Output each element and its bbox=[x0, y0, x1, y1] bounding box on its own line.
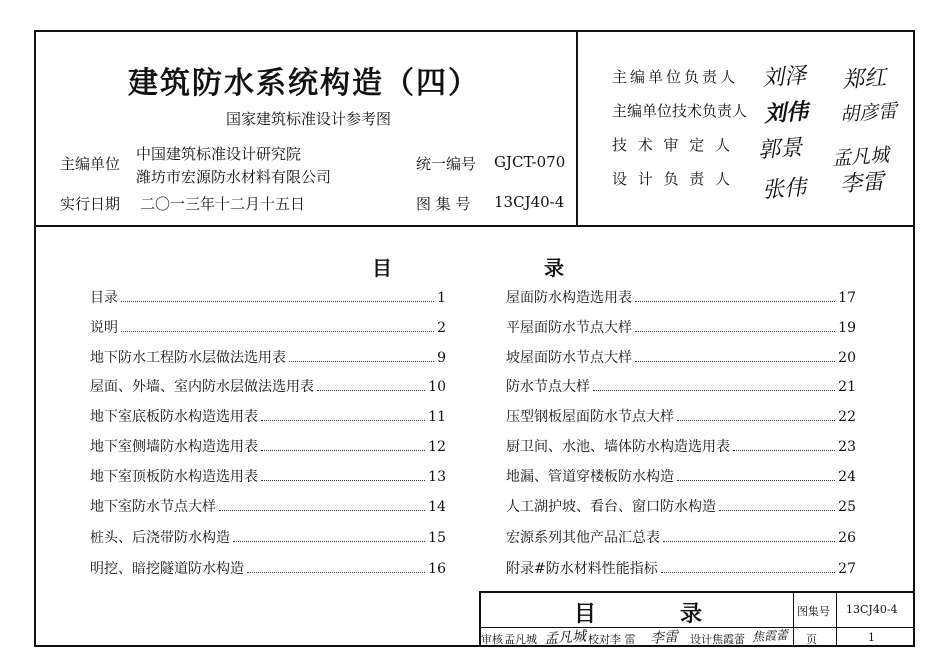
toc-item-page: 27 bbox=[838, 561, 856, 577]
impl-date: 二〇一三年十二月十五日 bbox=[140, 195, 306, 213]
toc-item[interactable] bbox=[506, 558, 856, 578]
designer-name: 焦霞蕾 bbox=[712, 633, 745, 646]
toc-item-title: 地下室侧墙防水构造选用表 bbox=[90, 439, 258, 455]
toc-item-title: 坡屋面防水节点大样 bbox=[506, 350, 632, 366]
title-block-atlas-label: 图集号 bbox=[797, 605, 830, 618]
leader-dots bbox=[635, 361, 835, 362]
toc-item-page: 11 bbox=[428, 409, 446, 425]
toc-item-title: 防水节点大样 bbox=[506, 379, 590, 395]
toc-item[interactable] bbox=[506, 347, 856, 367]
toc-heading-right: 录 bbox=[544, 256, 564, 280]
leader-dots bbox=[121, 331, 434, 332]
toc-item[interactable] bbox=[90, 496, 446, 516]
toc-item-page: 22 bbox=[838, 409, 856, 425]
toc-item-title: 地下防水工程防水层做法选用表 bbox=[90, 350, 286, 366]
leader-dots bbox=[233, 541, 425, 542]
role-label-tech-chief: 主编单位技术负责人 bbox=[612, 102, 748, 120]
signature: 孟凡城 bbox=[831, 144, 890, 170]
toc-item-page: 25 bbox=[838, 499, 856, 515]
toc-item-page: 1 bbox=[437, 290, 446, 306]
unified-no: GJCT-070 bbox=[494, 153, 566, 171]
title-block-col-divider bbox=[793, 591, 794, 647]
toc-item-title: 说明 bbox=[90, 320, 118, 336]
toc-item-page: 16 bbox=[428, 561, 446, 577]
page-number: 1 bbox=[868, 631, 875, 644]
leader-dots bbox=[733, 450, 835, 451]
toc-item[interactable] bbox=[90, 436, 446, 456]
toc-item-page: 21 bbox=[838, 379, 856, 395]
toc-item-page: 24 bbox=[838, 469, 856, 485]
editor-unit-2: 潍坊市宏源防水材料有限公司 bbox=[136, 168, 332, 186]
toc-item-title: 压型钢板屋面防水节点大样 bbox=[506, 409, 674, 425]
signature: 郑红 bbox=[841, 65, 887, 94]
toc-item[interactable] bbox=[506, 376, 856, 396]
toc-item-page: 12 bbox=[428, 439, 446, 455]
toc-item-page: 23 bbox=[838, 439, 856, 455]
reviewer-signature: 孟凡城 bbox=[543, 628, 587, 648]
signature: 刘伟 bbox=[763, 98, 809, 128]
signature: 胡彦雷 bbox=[839, 100, 898, 126]
leader-dots bbox=[663, 541, 835, 542]
role-label-design-chief: 设 计 负 责 人 bbox=[612, 170, 734, 188]
atlas-subtitle: 国家建筑标准设计参考图 bbox=[226, 110, 392, 128]
toc-item[interactable] bbox=[90, 558, 446, 578]
toc-item-title: 目录 bbox=[90, 290, 118, 306]
title-block-title-right: 录 bbox=[680, 602, 703, 627]
atlas-no-label: 图 集 号 bbox=[416, 195, 471, 213]
signature: 郭景 bbox=[757, 135, 803, 164]
leader-dots bbox=[661, 572, 835, 573]
toc-item[interactable] bbox=[90, 406, 446, 426]
atlas-no: 13CJ40-4 bbox=[494, 193, 565, 211]
toc-heading-left: 目 bbox=[372, 256, 392, 280]
toc-item[interactable] bbox=[90, 347, 446, 367]
atlas-title: 建筑防水系统构造（四） bbox=[128, 66, 480, 101]
editor-label: 主编单位 bbox=[60, 155, 121, 173]
toc-item-title: 地下室顶板防水构造选用表 bbox=[90, 469, 258, 485]
leader-dots bbox=[121, 301, 434, 302]
role-label-reviewer: 技 术 审 定 人 bbox=[612, 136, 734, 154]
toc-item-title: 平屋面防水节点大样 bbox=[506, 320, 632, 336]
toc-item[interactable] bbox=[506, 466, 856, 486]
header-vertical-divider bbox=[576, 30, 578, 226]
toc-item-title: 地漏、管道穿楼板防水构造 bbox=[506, 469, 674, 485]
toc-item[interactable] bbox=[90, 317, 446, 337]
toc-item-title: 桩头、后浇带防水构造 bbox=[90, 530, 230, 546]
toc-item-page: 13 bbox=[428, 469, 446, 485]
toc-item-page: 17 bbox=[838, 290, 856, 306]
leader-dots bbox=[677, 420, 835, 421]
signature: 张伟 bbox=[761, 175, 807, 204]
toc-item-title: 地下室防水节点大样 bbox=[90, 499, 216, 515]
toc-item[interactable] bbox=[506, 527, 856, 547]
toc-item-title: 屋面防水构造选用表 bbox=[506, 290, 632, 306]
leader-dots bbox=[635, 331, 835, 332]
toc-item-page: 2 bbox=[437, 320, 446, 336]
toc-item[interactable] bbox=[90, 287, 446, 307]
leader-dots bbox=[261, 480, 425, 481]
check-label: 校对 bbox=[588, 633, 610, 646]
toc-item[interactable] bbox=[90, 466, 446, 486]
title-block-title-left: 目 bbox=[574, 602, 597, 627]
review-label: 审核 bbox=[481, 633, 503, 646]
leader-dots bbox=[261, 420, 425, 421]
title-block-col-divider bbox=[836, 591, 837, 647]
toc-item[interactable] bbox=[506, 406, 856, 426]
toc-item-title: 附录#防水材料性能指标 bbox=[506, 561, 658, 577]
editor-unit-1: 中国建筑标准设计研究院 bbox=[136, 145, 302, 163]
toc-item-page: 19 bbox=[838, 320, 856, 336]
toc-item[interactable] bbox=[506, 287, 856, 307]
unified-no-label: 统一编号 bbox=[416, 155, 477, 173]
leader-dots bbox=[219, 510, 425, 511]
impl-date-label: 实行日期 bbox=[60, 195, 121, 213]
leader-dots bbox=[677, 480, 835, 481]
design-label: 设计 bbox=[690, 633, 712, 646]
signature: 李雷 bbox=[839, 169, 885, 198]
page-label: 页 bbox=[806, 633, 817, 646]
toc-item-title: 宏源系列其他产品汇总表 bbox=[506, 530, 660, 546]
header-divider bbox=[34, 225, 915, 227]
leader-dots bbox=[317, 390, 425, 391]
toc-item-title: 明挖、暗挖隧道防水构造 bbox=[90, 561, 244, 577]
reviewer-name: 孟凡城 bbox=[504, 633, 537, 646]
toc-item[interactable] bbox=[90, 527, 446, 547]
toc-item-title: 厨卫间、水池、墙体防水构造选用表 bbox=[506, 439, 730, 455]
leader-dots bbox=[635, 301, 835, 302]
toc-item-page: 26 bbox=[838, 530, 856, 546]
toc-item-title: 人工湖护坡、看台、窗口防水构造 bbox=[506, 499, 716, 515]
toc-item[interactable] bbox=[506, 436, 856, 456]
leader-dots bbox=[719, 510, 835, 511]
toc-item[interactable] bbox=[506, 317, 856, 337]
role-label-chief-unit: 主编单位负责人 bbox=[612, 68, 739, 86]
toc-item-title: 地下室底板防水构造选用表 bbox=[90, 409, 258, 425]
toc-item-title: 屋面、外墙、室内防水层做法选用表 bbox=[90, 379, 314, 395]
leader-dots bbox=[289, 361, 434, 362]
leader-dots bbox=[593, 390, 835, 391]
toc-item-page: 15 bbox=[428, 530, 446, 546]
checker-signature: 李雷 bbox=[649, 629, 679, 647]
designer-signature: 焦霞蕾 bbox=[751, 627, 789, 645]
toc-item-page: 10 bbox=[428, 379, 446, 395]
toc-item[interactable] bbox=[506, 496, 856, 516]
signature: 刘泽 bbox=[761, 63, 807, 92]
toc-item-page: 14 bbox=[428, 499, 446, 515]
toc-item[interactable] bbox=[90, 376, 446, 396]
checker-name: 李 雷 bbox=[610, 633, 636, 646]
leader-dots bbox=[261, 450, 425, 451]
leader-dots bbox=[247, 572, 425, 573]
toc-item-page: 9 bbox=[437, 350, 446, 366]
title-block-atlas-no: 13CJ40-4 bbox=[846, 603, 898, 616]
toc-item-page: 20 bbox=[838, 350, 856, 366]
